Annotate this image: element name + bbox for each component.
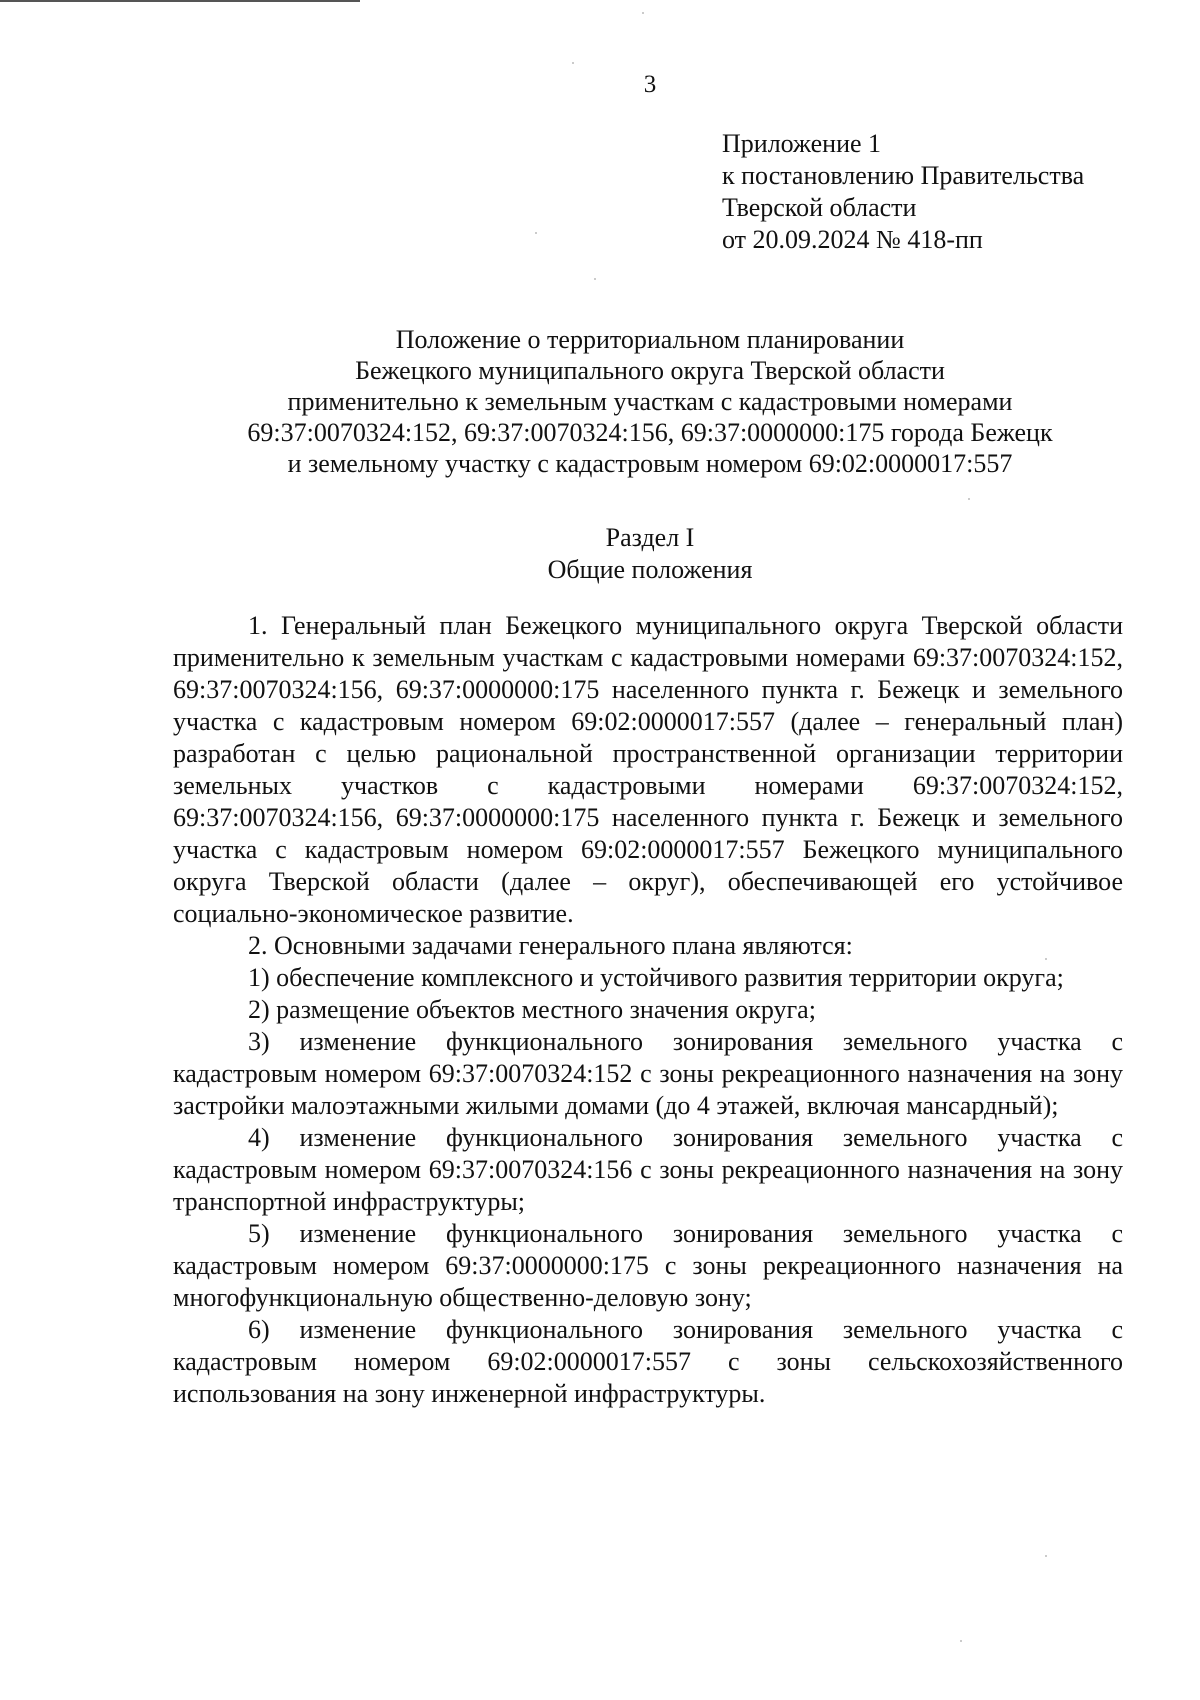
title-line: Бежецкого муниципального округа Тверской области (355, 356, 945, 385)
list-item: 2) размещение объектов местного значения округа; (248, 995, 816, 1024)
list-item: 1) обеспечение комплексного и устойчивого развития территории округа; (248, 963, 1064, 992)
paragraph: 2. Основными задачами генерального плана являются: (248, 931, 853, 960)
section-number: Раздел I (605, 523, 695, 552)
section-name: Общие положения (547, 555, 753, 584)
title-line: применительно к земельным участкам с кадастровыми номерами (287, 387, 1013, 416)
appendix-line: к постановлению Правительства (722, 161, 1085, 190)
list-item: 5) изменение функционального зонирования земельного участка с кадастровым номером 69:37:0000000:175 с зоны рекреационного назначения на многофункциональную общественно-деловую зону; (173, 1219, 1123, 1312)
section-heading (170, 522, 1130, 586)
scan-speck (960, 1640, 962, 1642)
scan-speck (572, 62, 574, 64)
body-text (173, 610, 1123, 1410)
list-item: 6) изменение функционального зонирования земельного участка с кадастровым номером 69:02:0000017:557 с зоны сельскохозяйственного использования на зону инженерной инфраструктуры. (173, 1315, 1123, 1408)
paragraph: 1. Генеральный план Бежецкого муниципального округа Тверской области применительно к земельным участкам с кадастровыми номерами 69:37:0070324:152, 69:37:0070324:156, 69:37:0000000:175 населенного пункта г. Бежецк и земельного участка с кадастровым номером 69:02:0000017:557 (далее – генеральный план) разработан с целью рациональной пространственной организации территории земельных участков с кадастровыми номерами 69:37:0070324:152, 69:37:0070324:156, 69:37:0000000:175 населенного пункта г. Бежецк и земельного участка с кадастровым номером 69:02:0000017:557 Бежецкого муниципального округа Тверской области (далее – округ), обеспечивающей его устойчивое социально-экономическое развитие. (173, 611, 1123, 928)
appendix-line: Тверской области (722, 193, 917, 222)
scan-speck (642, 12, 644, 14)
list-item: 4) изменение функционального зонирования земельного участка с кадастровым номером 69:37:0070324:156 с зоны рекреационного назначения на зону транспортной инфраструктуры; (173, 1123, 1123, 1216)
document-title (170, 324, 1130, 479)
appendix-line: от 20.09.2024 № 418-пп (722, 225, 983, 254)
scan-speck (1045, 1555, 1047, 1557)
title-line: Положение о территориальном планировании (395, 325, 905, 354)
title-line: и земельному участку с кадастровым номером 69:02:0000017:557 (287, 449, 1013, 478)
scan-speck (535, 232, 537, 234)
scan-speck (594, 278, 596, 280)
scan-speck (968, 498, 970, 500)
appendix-header (722, 128, 1084, 256)
title-line: 69:37:0070324:152, 69:37:0070324:156, 69:37:0000000:175 города Бежецк (247, 418, 1053, 447)
appendix-line: Приложение 1 (722, 129, 882, 158)
page-number: 3 (643, 71, 657, 98)
list-item: 3) изменение функционального зонирования земельного участка с кадастровым номером 69:37:0070324:152 с зоны рекреационного назначения на зону застройки малоэтажными жилыми домами (до 4 этажей, включая мансардный); (173, 1027, 1123, 1120)
scan-edge-line (0, 0, 360, 2)
